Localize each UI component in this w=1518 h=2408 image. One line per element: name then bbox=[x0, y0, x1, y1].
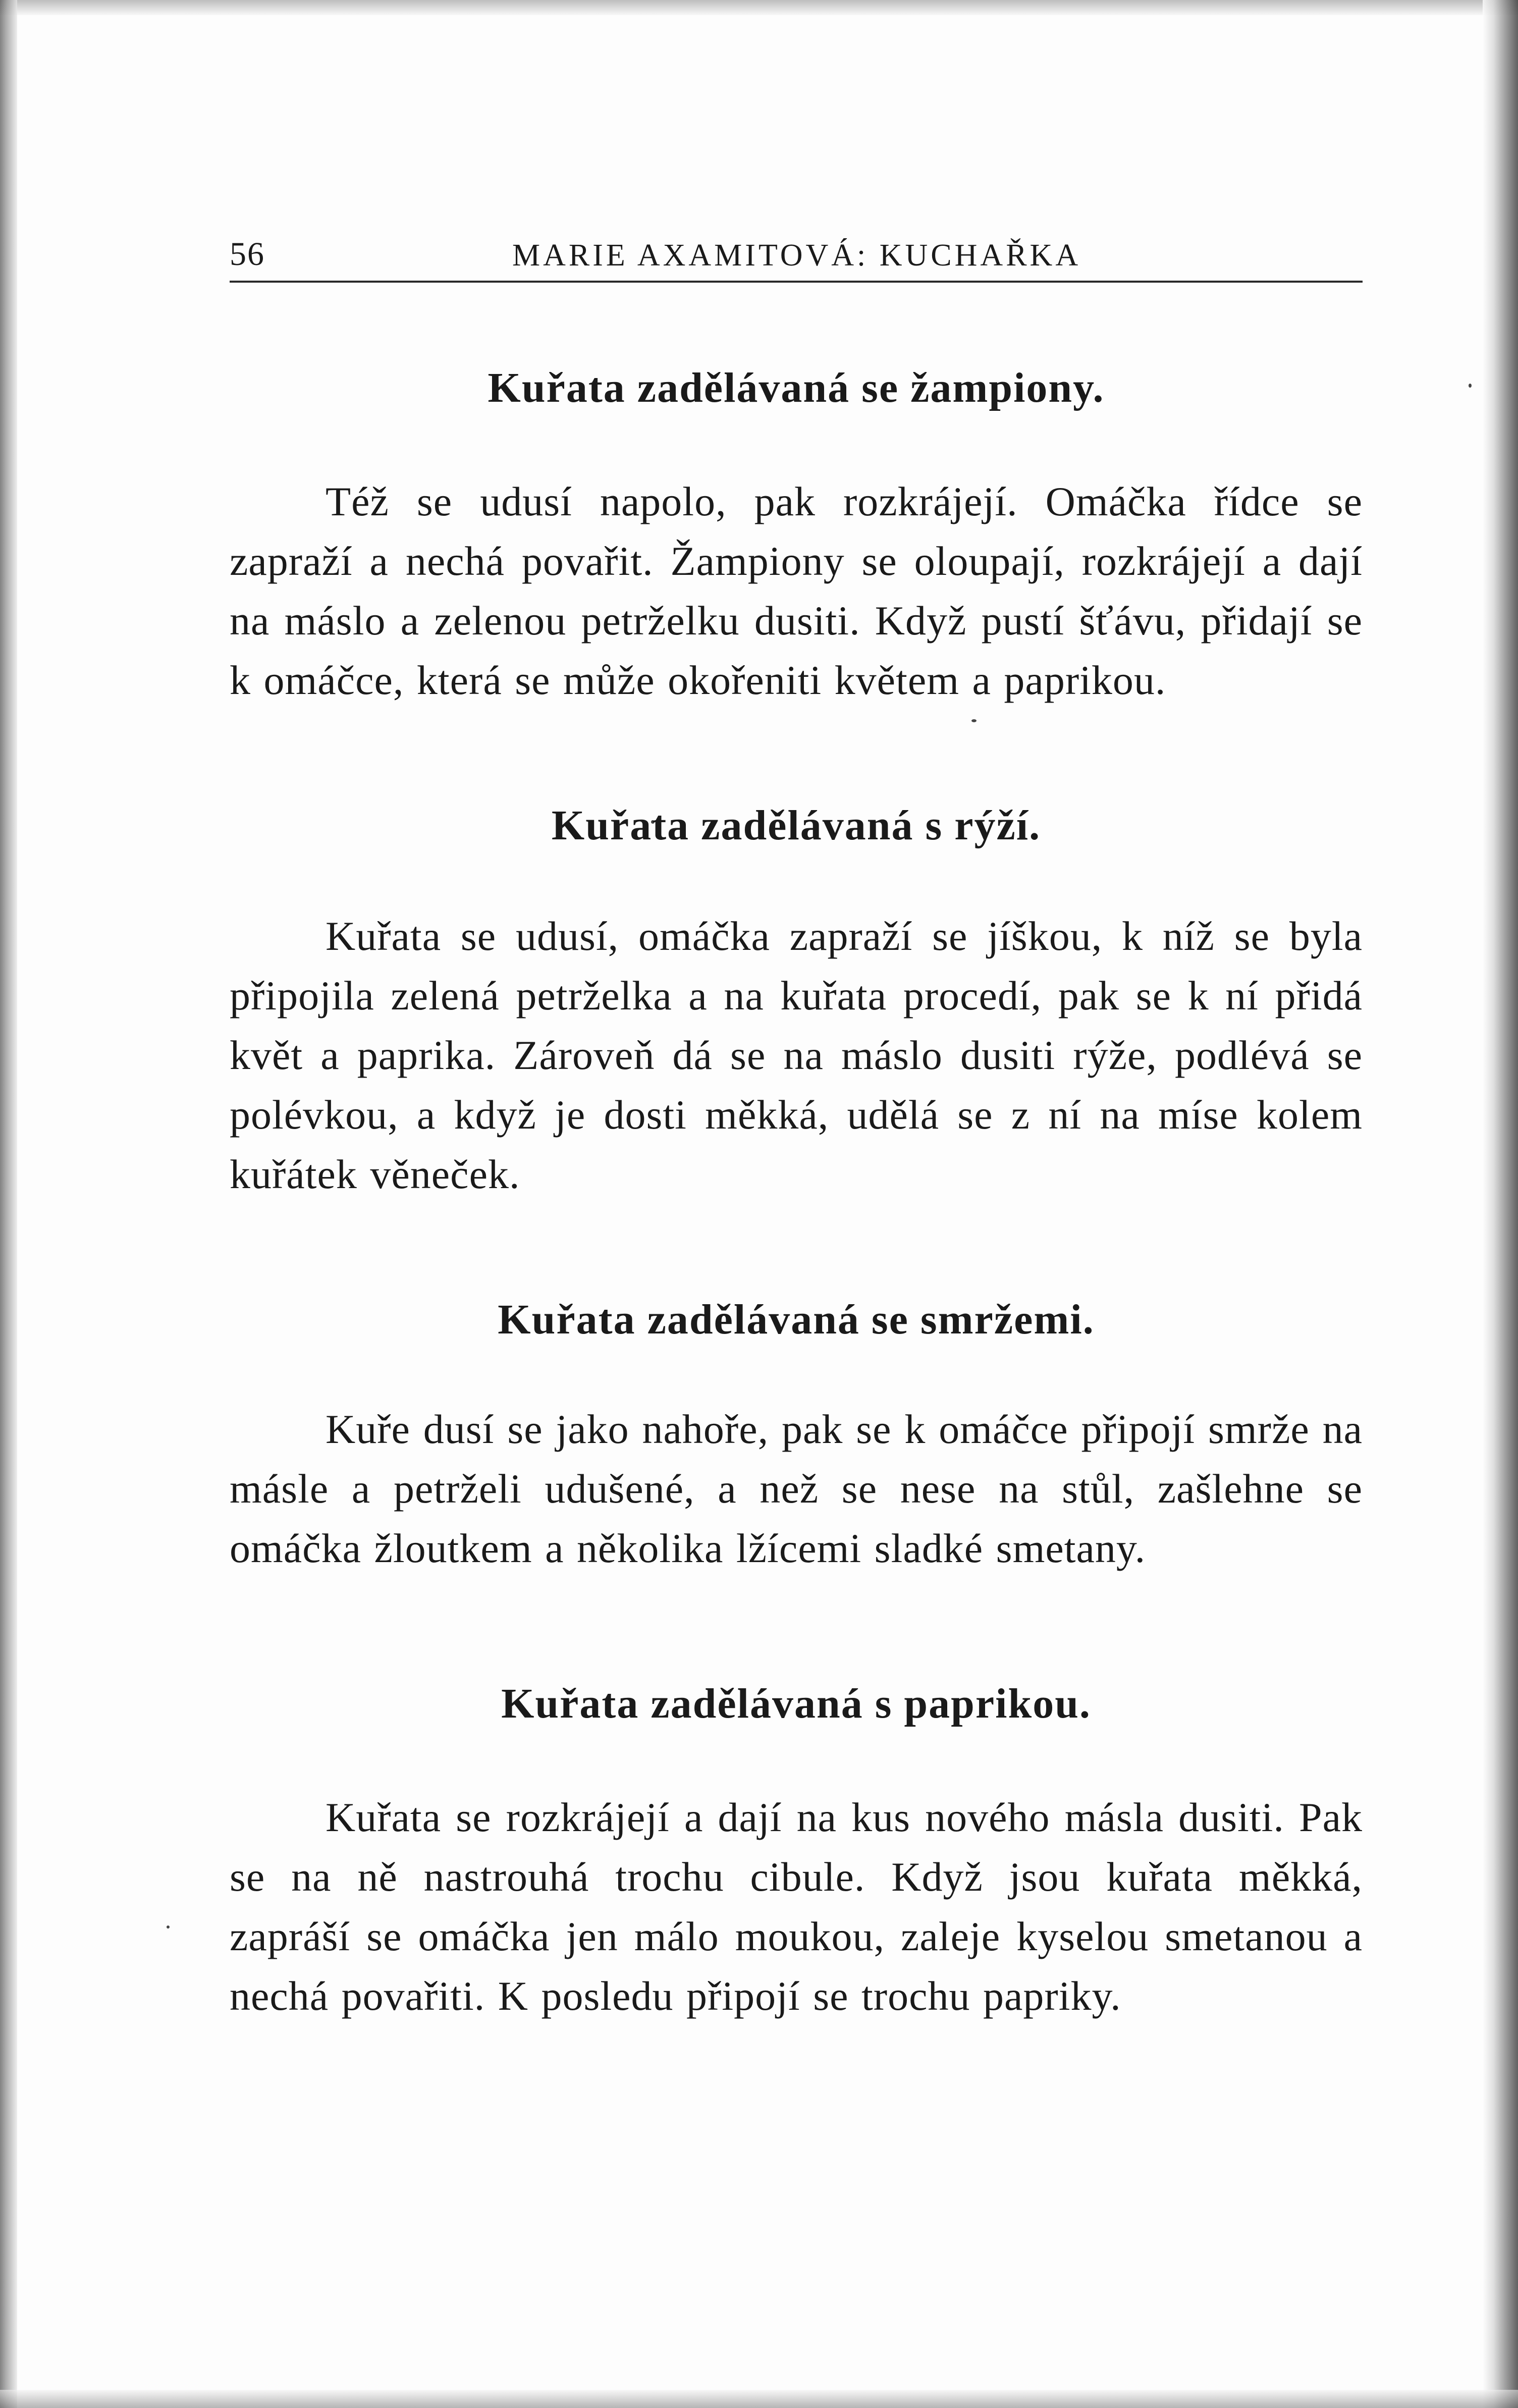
running-title: MARIE AXAMITOVÁ: KUCHAŘKA bbox=[512, 238, 1081, 273]
recipe-title: Kuřata zadělávaná se smržemi. bbox=[498, 1296, 1095, 1343]
recipe-section bbox=[230, 1295, 1363, 1578]
recipe-body: Kuře dusí se jako nahoře, pak se k omáčce připojí smrže na másle a petrželi udušené, a než se nese na stůl, zašlehne se omáčka žloutkem a několika lžícemi sladké smetany. bbox=[230, 1406, 1363, 1571]
recipe-title: Kuřata zadělávaná s paprikou. bbox=[501, 1680, 1091, 1727]
recipe-title: Kuřata zadělávaná s rýží. bbox=[551, 802, 1041, 849]
recipe-body: Též se udusí napolo, pak rozkrájejí. Omáčka řídce se zapraží a nechá povařit. Žampiony se oloupají, rozkrájejí a dají na máslo a zelenou petrželku dusiti. Když pustí šťávu, přidají se k omáčce, která se může okořeniti květem a paprikou. bbox=[230, 478, 1363, 703]
print-speck bbox=[1469, 384, 1472, 388]
scan-edge-top bbox=[0, 0, 1518, 15]
print-speck bbox=[167, 1925, 170, 1929]
recipe-body: Kuřata se udusí, omáčka zapraží se jíškou, k níž se byla připojila zelená petrželka a na kuřata procedí, pak se k ní přidá květ a paprika. Zároveň dá se na máslo dusiti rýže, podlévá se polévkou, a když je dosti měkká, udělá se z ní na míse kolem kuřátek věneček. bbox=[230, 913, 1363, 1197]
book-page bbox=[230, 232, 1363, 2026]
scan-edge-left bbox=[0, 0, 17, 2408]
recipe-body: Kuřata se rozkrájejí a dají na kus nového másla dusiti. Pak se na ně nastrouhá trochu cibule. Když jsou kuřata měkká, zapráší se omáčka jen málo moukou, zaleje kyselou smetanou a nechá povařiti. K posledu připojí se trochu papriky. bbox=[230, 1794, 1363, 2019]
scan-edge-right bbox=[1483, 0, 1518, 2408]
page-number: 56 bbox=[230, 236, 265, 273]
recipe-section bbox=[230, 363, 1363, 710]
running-header bbox=[230, 232, 1363, 283]
scan-edge-bottom bbox=[0, 2390, 1518, 2408]
recipe-section bbox=[230, 801, 1363, 1204]
recipe-title: Kuřata zadělávaná se žampiony. bbox=[487, 364, 1105, 411]
recipe-section bbox=[230, 1679, 1363, 2026]
